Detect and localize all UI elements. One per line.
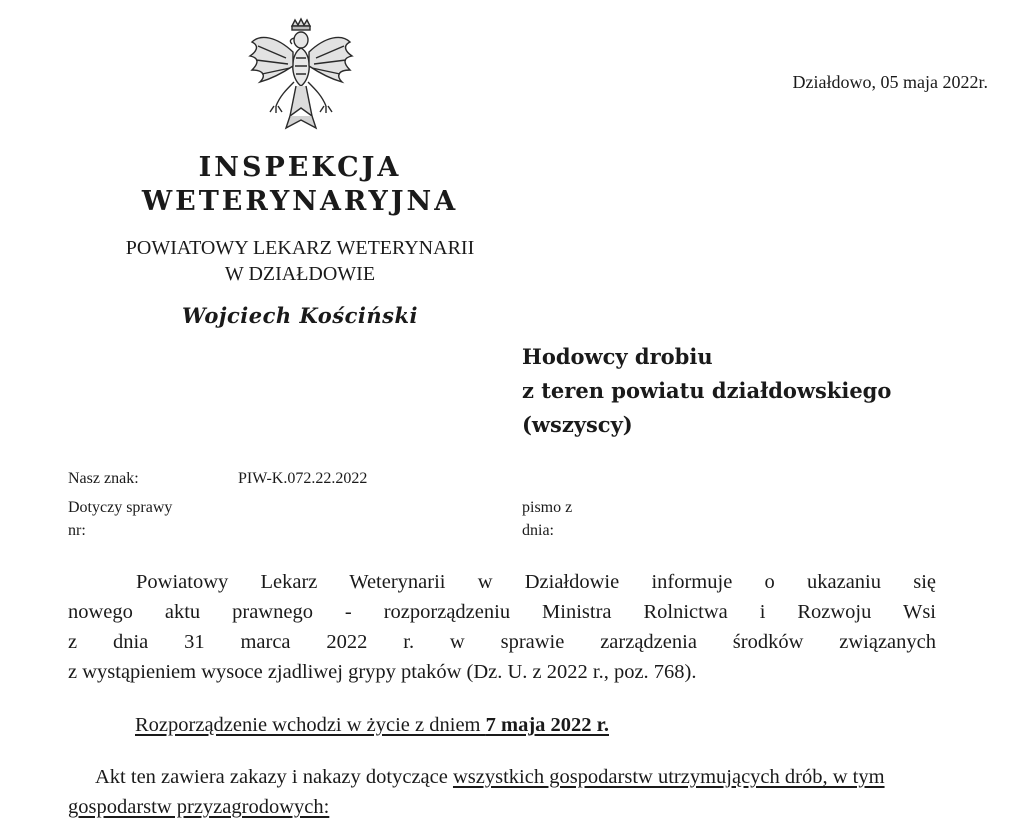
- letter-date-label-line2: dnia:: [522, 522, 554, 539]
- case-number-label-line2: nr:: [68, 522, 86, 539]
- office-name-line1: POWIATOWY LEKARZ WETERYNARII: [125, 237, 475, 259]
- polish-eagle-emblem: [246, 16, 354, 138]
- document-date: Działdowo, 05 maja 2022r.: [792, 72, 988, 92]
- paragraph-line: z wystąpieniem wysoce zjadliwej grypy ptaków (Dz. U. z 2022 r., poz. 768).: [68, 661, 697, 683]
- paragraph-line: z dnia 31 marca 2022 r. w sprawie zarządzenia środków związanych: [68, 631, 936, 653]
- paragraph-3-text: Akt ten zawiera zakazy i nakazy dotyczące: [95, 766, 453, 788]
- paragraph-line: nowego aktu prawnego - rozporządzeniu Ministra Rolnictwa i Rozwoju Wsi: [68, 601, 936, 623]
- our-reference-label: Nasz znak:: [68, 470, 139, 487]
- effective-date-text: Rozporządzenie wchodzi w życie z dniem: [135, 714, 486, 736]
- institution-name-line1: INSPEKCJA: [198, 152, 402, 183]
- body-paragraph-3: [68, 762, 936, 822]
- letter-date-label-line1: pismo z: [522, 499, 573, 516]
- paragraph-3-underlined: wszystkich gospodarstw utrzymujących drób, w tym gospodarstw przyzagrodowych:: [68, 766, 885, 818]
- paragraph-line: Powiatowy Lekarz Weterynarii w Działdowie informuje o ukazaniu się: [136, 571, 936, 593]
- recipient-line1: Hodowcy drobiu: [522, 344, 713, 369]
- office-name-line2: W DZIAŁDOWIE: [224, 263, 376, 285]
- case-number-label-line1: Dotyczy sprawy: [68, 499, 173, 516]
- effective-date-value: 7 maja 2022 r.: [485, 714, 609, 736]
- effective-date-paragraph: [135, 714, 609, 737]
- recipient-line2: z teren powiatu działdowskiego: [522, 378, 892, 403]
- officer-name: Wojciech Kościński: [182, 303, 418, 328]
- institution-name-line2: WETERYNARYJNA: [141, 186, 459, 217]
- body-paragraph-1: [68, 567, 936, 687]
- recipient-line3: (wszyscy): [522, 412, 633, 437]
- our-reference-value: PIW-K.072.22.2022: [238, 470, 368, 487]
